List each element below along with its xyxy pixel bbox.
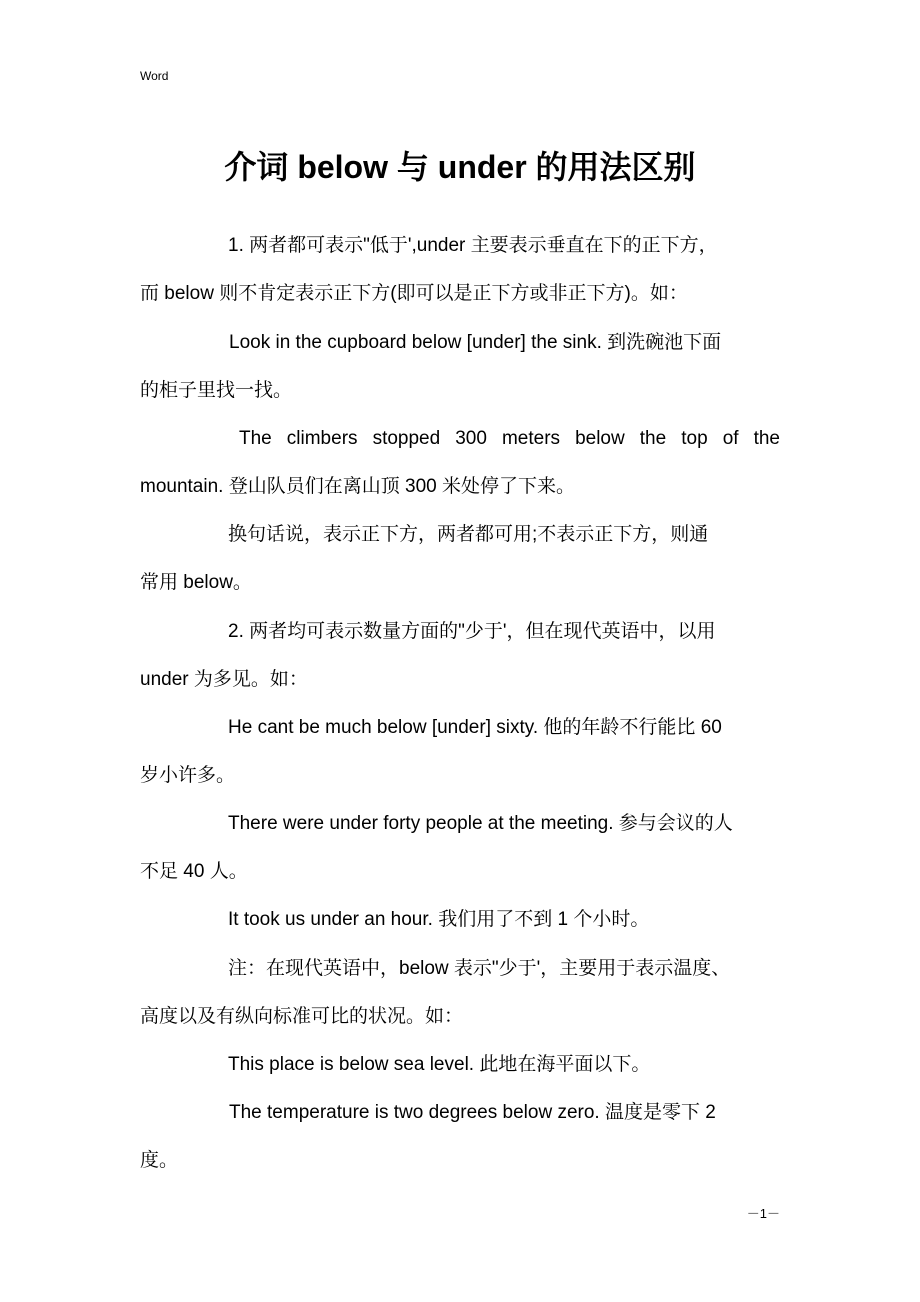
paragraph-11-line-2: 度。 [140,1150,179,1171]
paragraph-1-line-2: 而 below 则不肯定表示正下方(即可以是正下方或非正下方)。如： [140,283,688,304]
paragraph-6-line-2: 岁小许多。 [140,765,236,786]
paragraph-9-line-2: 高度以及有纵向标准可比的状况。如： [140,1006,464,1027]
paragraph-5-line-1: 2. 两者均可表示数量方面的"少于'，但在现代英语中，以用 [228,621,716,642]
paragraph-7-line-1: There were under forty people at the meeting. 参与会议的人 [228,813,733,834]
header-label: Word [140,69,169,83]
paragraph-3-line-2: mountain. 登山队员们在离山顶 300 米处停了下来。 [140,476,575,497]
paragraph-3-line-1: The climbers stopped 300 meters below the top of the [239,428,780,449]
paragraph-10-line-1: This place is below sea level. 此地在海平面以下。 [228,1054,651,1075]
paragraph-5-line-2: under 为多见。如： [140,669,308,690]
paragraph-7-line-2: 不足 40 人。 [140,861,248,882]
paragraph-1-line-1: 1. 两者都可表示"低于',under 主要表示垂直在下的正下方， [228,235,718,256]
paragraph-9-line-1: 注：在现代英语中，below 表示"少于'，主要用于表示温度、 [228,958,731,979]
paragraph-4-line-1: 换句话说，表示正下方，两者都可用;不表示正下方，则通 [228,524,709,545]
paragraph-11-line-1: The temperature is two degrees below zero. 温度是零下 2 [229,1102,716,1123]
page-number: －1－ [746,1206,780,1221]
paragraph-2-line-1: Look in the cupboard below [under] the sink. 到洗碗池下面 [229,332,722,353]
paragraph-4-line-2: 常用 below。 [140,572,252,593]
paragraph-2-line-2: 的柜子里找一找。 [140,380,293,401]
paragraph-8-line-1: It took us under an hour. 我们用了不到 1 个小时。 [228,909,650,930]
paragraph-6-line-1: He cant be much below [under] sixty. 他的年龄不行能比 60 [228,717,722,738]
document-title: 介词 below 与 under 的用法区别 [224,149,696,185]
